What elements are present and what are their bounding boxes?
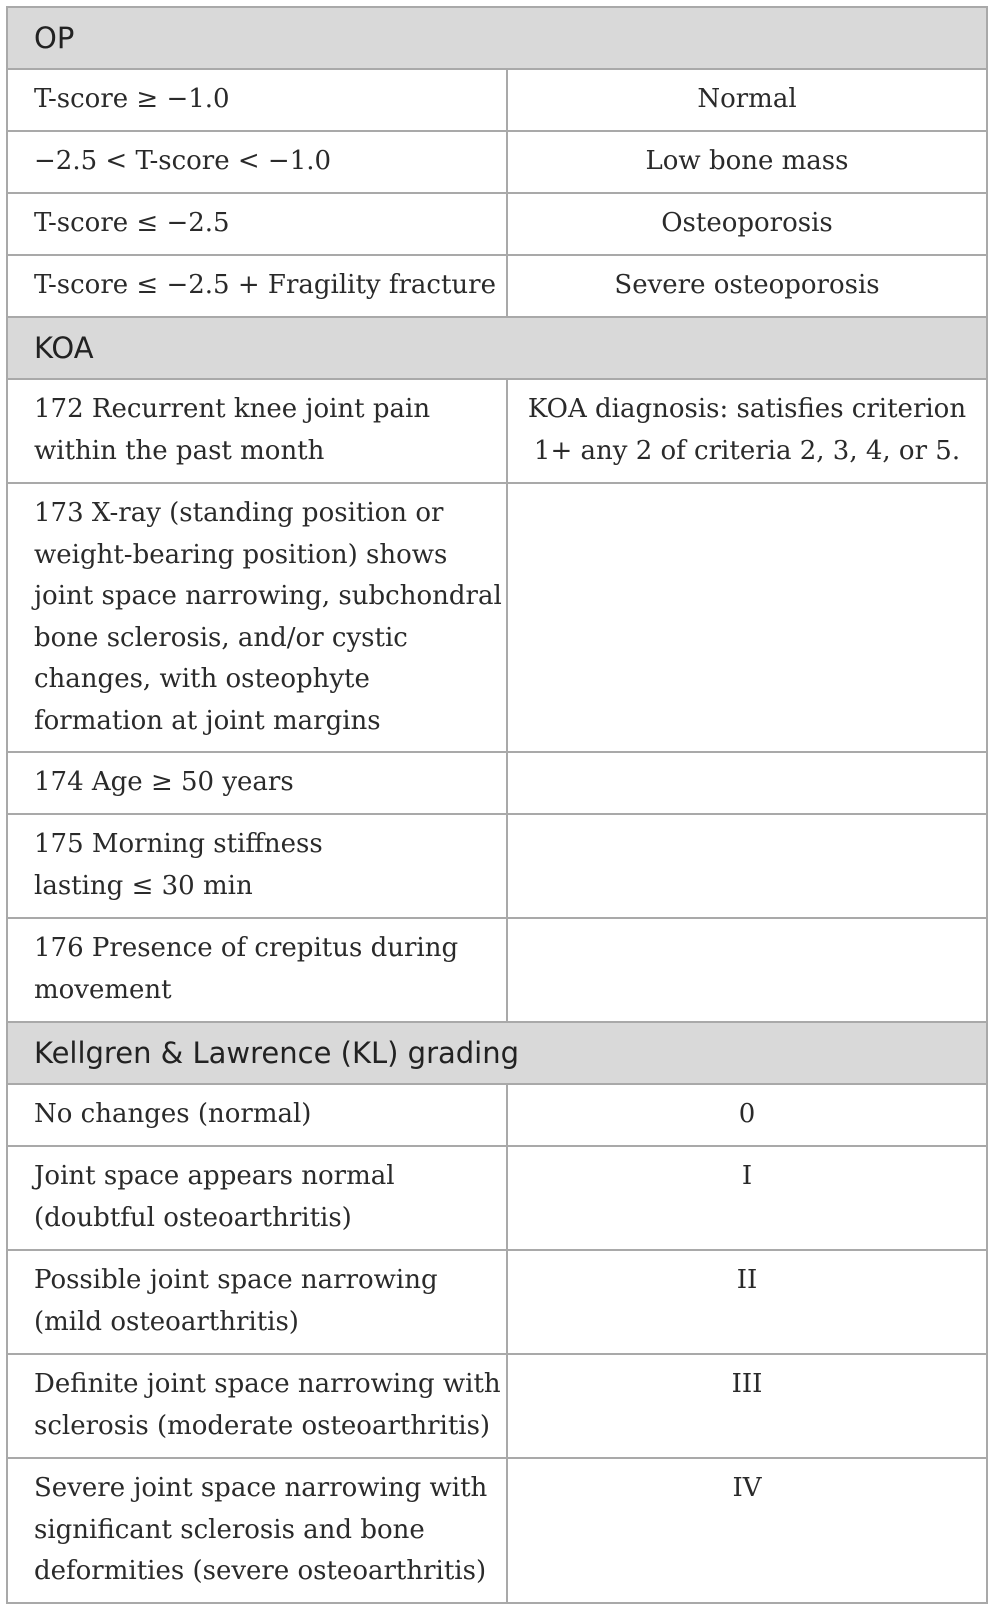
value-cell — [507, 1146, 987, 1250]
section-title: KOA — [7, 317, 987, 379]
criterion-cell — [7, 483, 507, 752]
value-cell — [507, 69, 987, 131]
section-header-row — [7, 1022, 987, 1084]
criterion-cell — [7, 193, 507, 255]
value-cell — [507, 483, 987, 752]
value-cell — [507, 1458, 987, 1603]
value-cell — [507, 1250, 987, 1354]
criteria-table-body — [7, 7, 987, 1603]
value-cell — [507, 193, 987, 255]
criterion-text: 175 Morning stiffness lasting ≤ 30 min — [34, 829, 323, 901]
table-row — [7, 193, 987, 255]
value-text: IV — [732, 1473, 762, 1503]
criterion-text: Severe joint space narrowing with significant sclerosis and bone deformities (severe osteoarthritis) — [34, 1473, 488, 1586]
section-header-row — [7, 317, 987, 379]
criterion-text: 174 Age ≥ 50 years — [34, 767, 294, 797]
criterion-cell — [7, 69, 507, 131]
value-cell — [507, 1354, 987, 1458]
table-row — [7, 1458, 987, 1603]
table-row — [7, 752, 987, 814]
criterion-text: Possible joint space narrowing (mild osteoarthritis) — [34, 1265, 438, 1337]
criterion-cell — [7, 1354, 507, 1458]
value-text: I — [741, 1161, 753, 1191]
value-text: Osteoporosis — [661, 208, 833, 238]
criterion-text: Definite joint space narrowing with sclerosis (moderate osteoarthritis) — [34, 1369, 501, 1441]
criterion-text: No changes (normal) — [34, 1099, 312, 1129]
criterion-text: −2.5 < T-score < −1.0 — [34, 146, 332, 176]
table-row — [7, 1250, 987, 1354]
table-row — [7, 1146, 987, 1250]
value-text: Normal — [697, 84, 797, 114]
value-cell — [507, 255, 987, 317]
value-cell — [507, 131, 987, 193]
criterion-cell — [7, 379, 507, 483]
table-row — [7, 483, 987, 752]
value-cell — [507, 379, 987, 483]
value-cell — [507, 918, 987, 1022]
criterion-cell — [7, 814, 507, 918]
value-cell — [507, 814, 987, 918]
criterion-cell — [7, 918, 507, 1022]
table-row — [7, 918, 987, 1022]
criterion-text: 173 X-ray (standing position or weight-bearing position) shows joint space narrowing, subchondral bone sclerosis, and/or cystic changes, with osteophyte formation at joint margins — [34, 498, 502, 736]
value-cell — [507, 752, 987, 814]
criterion-text: T-score ≥ −1.0 — [34, 84, 230, 114]
value-text: III — [731, 1369, 763, 1399]
value-text: KOA diagnosis: satisfies criterion 1+ any 2 of criteria 2, 3, 4, or 5. — [527, 394, 967, 466]
criteria-table — [6, 6, 988, 1604]
table-row — [7, 379, 987, 483]
criterion-cell — [7, 752, 507, 814]
section-title: OP — [7, 7, 987, 69]
table-row — [7, 814, 987, 918]
criterion-text: Joint space appears normal (doubtful osteoarthritis) — [34, 1161, 395, 1233]
value-cell — [507, 1084, 987, 1146]
criterion-text: 172 Recurrent knee joint pain within the past month — [34, 394, 431, 466]
value-text: 0 — [738, 1099, 756, 1129]
table-row — [7, 255, 987, 317]
criterion-cell — [7, 1250, 507, 1354]
criterion-cell — [7, 1084, 507, 1146]
section-title: Kellgren & Lawrence (KL) grading — [7, 1022, 987, 1084]
table-row — [7, 131, 987, 193]
value-text: Low bone mass — [645, 146, 849, 176]
criterion-text: 176 Presence of crepitus during movement — [34, 933, 459, 1005]
table-row — [7, 69, 987, 131]
criterion-cell — [7, 1146, 507, 1250]
criterion-cell — [7, 1458, 507, 1603]
criterion-text: T-score ≤ −2.5 — [34, 208, 230, 238]
section-header-row — [7, 7, 987, 69]
value-text: II — [736, 1265, 758, 1295]
table-row — [7, 1354, 987, 1458]
criterion-cell — [7, 255, 507, 317]
criterion-text: T-score ≤ −2.5 + Fragility fracture — [34, 270, 496, 300]
criterion-cell — [7, 131, 507, 193]
value-text: Severe osteoporosis — [614, 270, 880, 300]
table-row — [7, 1084, 987, 1146]
